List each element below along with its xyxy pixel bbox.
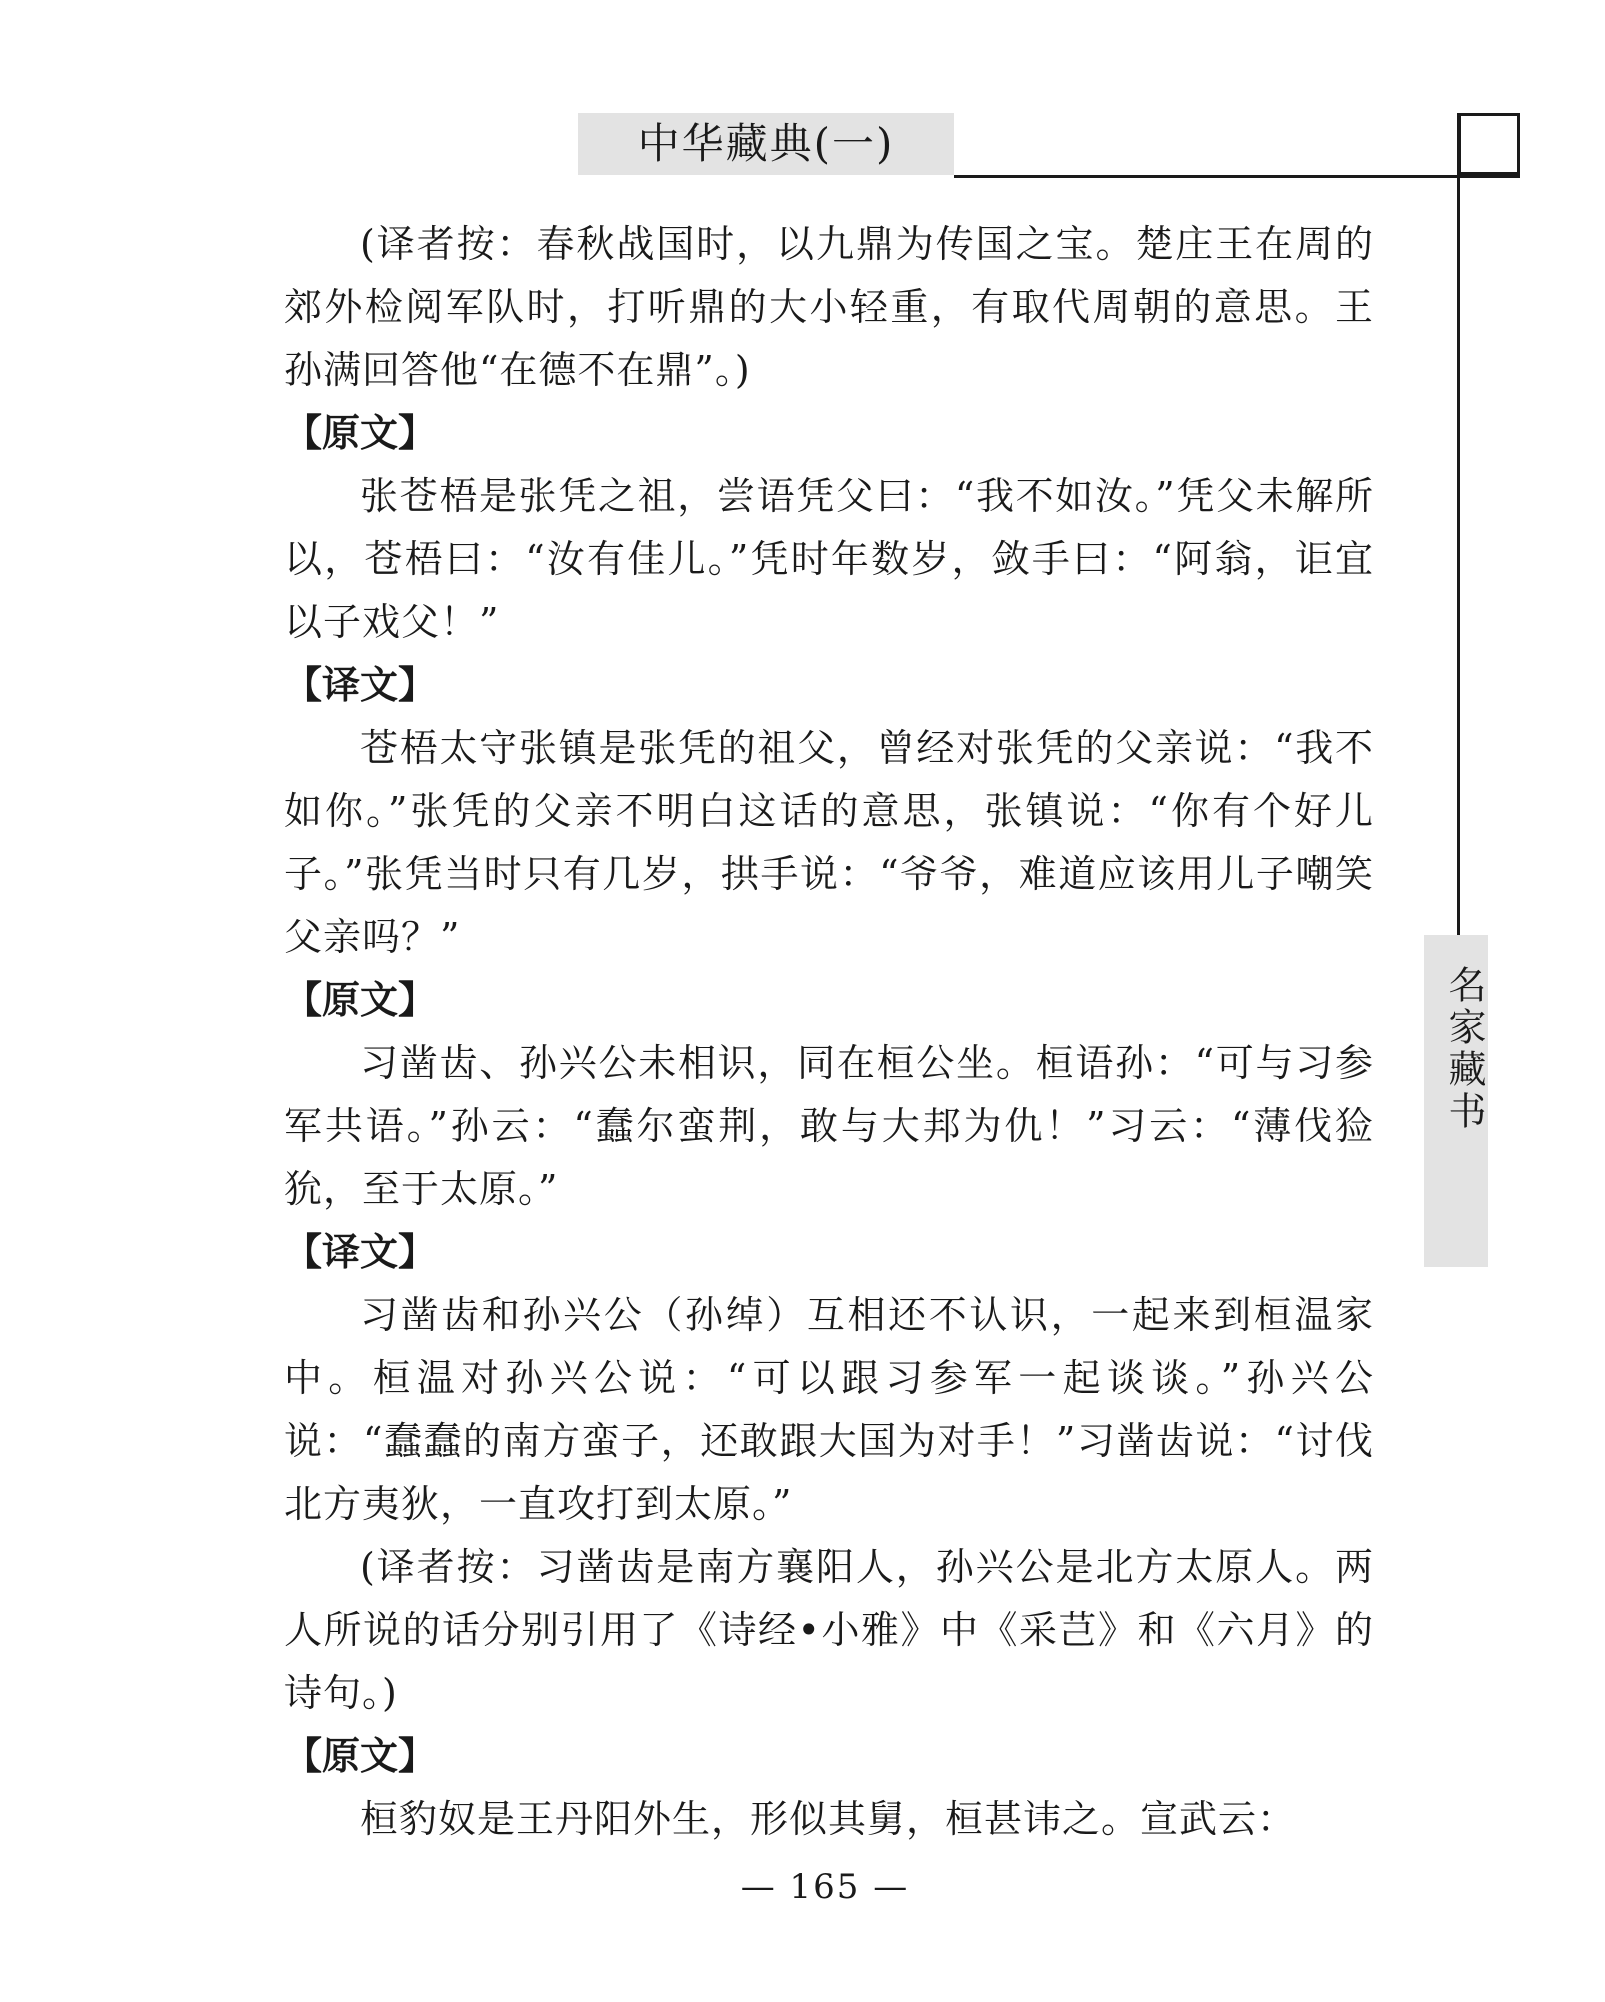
- original-text: 张苍梧是张凭之祖，尝语凭父曰：“我不如汝。”凭父未解所以，苍梧曰：“汝有佳儿。”凭时年数岁，敛手曰：“阿翁，讵宜以子戏父！”: [284, 474, 1374, 644]
- original-text: 习凿齿、孙兴公未相识，同在桓公坐。桓语孙：“可与习参军共语。”孙云：“蠢尔蛮荆，敢与大邦为仇！”习云：“薄伐猃狁，至于太原。”: [284, 1041, 1374, 1211]
- header-rule: [954, 175, 1520, 178]
- page-content: [284, 213, 1374, 1851]
- section-label-original: 【原文】: [284, 978, 437, 1022]
- section-label-original: 【原文】: [284, 411, 437, 455]
- side-tab-label: 名家藏书: [1442, 965, 1486, 1133]
- section-label-original: 【原文】: [284, 1734, 437, 1778]
- translation-text: 习凿齿和孙兴公（孙绰）互相还不认识，一起来到桓温家中。桓温对孙兴公说：“可以跟习参军一起谈谈。”孙兴公说：“蠢蠢的南方蛮子，还敢跟大国为对手！”习凿齿说：“讨伐北方夷狄，一直攻打到太原。”: [284, 1293, 1374, 1526]
- original-text: 桓豹奴是王丹阳外生，形似其舅，桓甚讳之。宣武云：: [360, 1797, 1297, 1841]
- section-label-translation: 【译文】: [284, 1230, 437, 1274]
- section-label-translation: 【译文】: [284, 663, 437, 707]
- page-number: — 165 —: [740, 1867, 910, 1907]
- running-header-title: [578, 113, 954, 175]
- translation-text: 苍梧太守张镇是张凭的祖父，曾经对张凭的父亲说：“我不如你。”张凭的父亲不明白这话的意思，张镇说：“你有个好儿子。”张凭当时只有几岁，拱手说：“爷爷，难道应该用儿子嘲笑父亲吗？”: [284, 726, 1374, 959]
- vertical-rule: [1457, 113, 1460, 935]
- book-title: 中华藏典(一): [637, 119, 895, 168]
- corner-box-decoration: [1458, 113, 1520, 175]
- translator-note: (译者按：春秋战国时，以九鼎为传国之宝。楚庄王在周的郊外检阅军队时，打听鼎的大小轻重，有取代周朝的意思。王孙满回答他“在德不在鼎”。): [284, 222, 1374, 392]
- translator-note: (译者按：习凿齿是南方襄阳人，孙兴公是北方太原人。两人所说的话分别引用了《诗经•小雅》中《采芑》和《六月》的诗句。): [284, 1545, 1374, 1715]
- side-tab: [1424, 935, 1488, 1267]
